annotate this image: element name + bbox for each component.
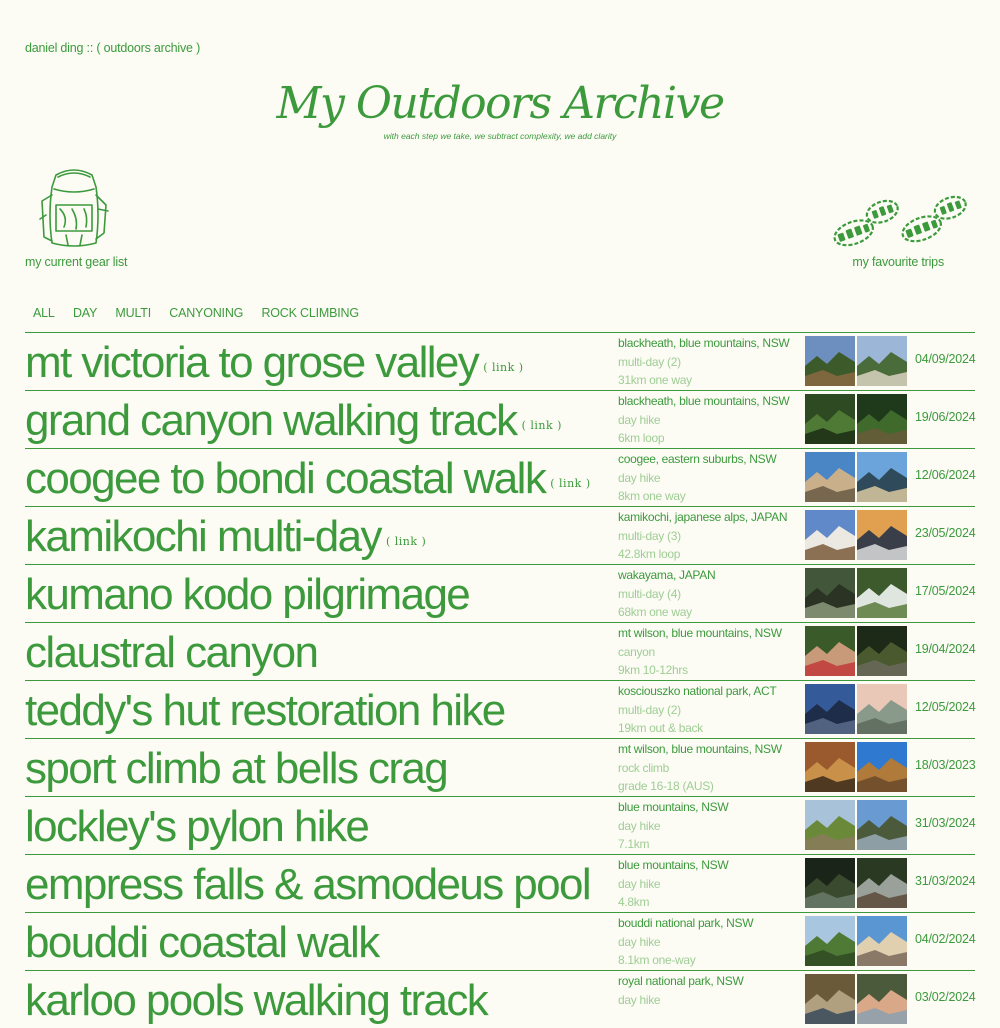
trip-date: 12/06/2024 [915,468,976,482]
trip-photo-beach-driftwood[interactable] [857,916,907,966]
trip-row[interactable] [25,332,975,389]
page-subtitle: with each step we take, we subtract complexity, we add clarity [383,131,617,141]
trip-location: kosciouszko national park, ACT [618,684,777,698]
filter-multi[interactable]: MULTI [115,306,151,320]
filter-all[interactable]: ALL [33,306,55,320]
trip-location: royal national park, NSW [618,974,744,988]
favourite-trips-link[interactable]: my favourite trips [852,255,944,269]
trip-name-text[interactable]: empress falls & asmodeus pool [25,860,591,909]
site-label[interactable]: daniel ding :: ( outdoors archive ) [25,41,201,55]
trip-photo-swimmer[interactable] [857,974,907,1024]
backpack-icon[interactable] [38,165,110,251]
trip-link[interactable]: ( link ) [550,477,591,490]
trip-photo-rainforest-stairs[interactable] [857,394,907,444]
trip-photo-rock-face[interactable] [805,742,855,792]
trip-link[interactable]: ( link ) [483,361,524,374]
trip-name-text[interactable]: lockley's pylon hike [25,802,369,851]
trip-date: 12/05/2024 [915,700,976,714]
trip-name-text[interactable]: kamikochi multi-day [25,512,381,561]
trip-distance: 42.8km loop [618,547,681,561]
trip-row[interactable] [25,912,975,969]
trip-row[interactable] [25,738,975,795]
trip-photo-beach-cliffs[interactable] [857,452,907,502]
trip-meta [618,682,776,738]
trip-type: day hike [618,470,661,485]
trip-meta [618,450,776,506]
trip-photo-cliff-lookout[interactable] [857,336,907,386]
trip-type: multi-day (4) [618,586,681,601]
trip-location: coogee, eastern suburbs, NSW [618,452,777,466]
trip-name-text[interactable]: teddy's hut restoration hike [25,686,505,735]
trip-photo-rainforest[interactable] [805,394,855,444]
trip-meta [618,624,782,680]
trip-photo-snow-hikers[interactable] [805,510,855,560]
trip-date: 23/05/2024 [915,526,976,540]
gear-list-link[interactable]: my current gear list [25,255,128,269]
trip-distance: 4.8km [618,895,650,909]
trip-row[interactable] [25,390,975,447]
trip-photo-heath-trail[interactable] [805,800,855,850]
trip-meta [618,856,728,912]
trip-photo-cedar-forest[interactable] [805,568,855,618]
trip-distance: 9km 10-12hrs [618,663,688,677]
trip-name-text[interactable]: sport climb at bells crag [25,744,448,793]
trip-date: 19/04/2024 [915,642,976,656]
trip-location: blackheath, blue mountains, NSW [618,336,790,350]
trip-date: 03/02/2024 [915,990,976,1004]
trip-date: 19/06/2024 [915,410,976,424]
trip-type: day hike [618,818,661,833]
trip-link[interactable]: ( link ) [521,419,562,432]
trip-photo-coastal-bush[interactable] [805,916,855,966]
trip-photo-group-selfie[interactable] [805,626,855,676]
trip-date: 17/05/2024 [915,584,976,598]
trip-name-text[interactable]: kumano kodo pilgrimage [25,570,470,619]
trip-name[interactable] [25,569,469,621]
trip-type: day hike [618,992,661,1007]
page-title: My Outdoors Archive [276,78,724,129]
trip-row[interactable] [25,622,975,679]
trip-distance: 7.1km [618,837,650,851]
filter-canyoning[interactable]: CANYONING [169,306,244,320]
trip-distance: 68km one way [618,605,692,619]
trip-meta [618,914,753,970]
trip-photo-coastline-rocks[interactable] [805,452,855,502]
trip-distance: 31km one way [618,373,692,387]
trip-meta [618,740,782,796]
trip-location: mt wilson, blue mountains, NSW [618,742,782,756]
trip-date: 31/03/2024 [915,874,976,888]
trip-name[interactable] [25,801,368,853]
trip-type: rock climb [618,760,670,775]
trip-row[interactable] [25,506,975,563]
trip-meta [618,566,715,622]
trip-location: blue mountains, NSW [618,800,729,814]
trip-type: canyon [618,644,655,659]
trip-photo-dark-pool[interactable] [805,858,855,908]
trip-type: day hike [618,412,661,427]
trip-name[interactable] [25,917,379,969]
trip-distance: 8km one way [618,489,686,503]
trip-location: bouddi national park, NSW [618,916,754,930]
filter-bar [33,306,374,320]
trip-distance: 6km loop [618,431,665,445]
trip-row[interactable] [25,680,975,737]
trip-type: multi-day (2) [618,702,681,717]
trip-photo-overhang-climb[interactable] [857,742,907,792]
trip-date: 18/03/2023 [915,758,976,772]
trip-distance: 19km out & back [618,721,703,735]
trip-name[interactable] [25,685,505,737]
trip-photo-waterfall[interactable] [857,568,907,618]
trip-meta [618,972,744,1009]
trip-location: mt wilson, blue mountains, NSW [618,626,782,640]
trip-row[interactable] [25,564,975,621]
trip-photo-rock-pools[interactable] [805,974,855,1024]
trip-meta [618,508,787,564]
trip-name-text[interactable]: coogee to bondi coastal walk [25,454,546,503]
trip-photo-canyon-walls[interactable] [857,626,907,676]
trip-photo-valley-view[interactable] [857,800,907,850]
trip-location: blue mountains, NSW [618,858,729,872]
trip-name-text[interactable]: grand canyon walking track [25,396,517,445]
trip-type: day hike [618,934,661,949]
trip-row[interactable] [25,970,975,1027]
trip-meta [618,392,789,448]
trip-date: 31/03/2024 [915,816,976,830]
trip-type: multi-day (3) [618,528,681,543]
trip-name-text[interactable]: claustral canyon [25,628,318,677]
trip-name[interactable] [25,975,487,1027]
trip-photo-sunset-tent[interactable] [857,684,907,734]
trip-row[interactable] [25,796,975,853]
trip-distance: 8.1km one-way [618,953,696,967]
trip-row[interactable] [25,448,975,505]
trip-type: day hike [618,876,661,891]
trip-location: kamikochi, japanese alps, JAPAN [618,510,788,524]
trip-location: wakayama, JAPAN [618,568,716,582]
trip-distance: grade 16-18 (AUS) [618,779,714,793]
boot-prints-icon[interactable] [828,195,974,249]
trip-location: blackheath, blue mountains, NSW [618,394,790,408]
trip-row[interactable] [25,854,975,911]
trip-type: multi-day (2) [618,354,681,369]
trip-name[interactable] [25,627,317,679]
trip-date: 04/09/2024 [915,352,976,366]
trip-list [25,332,975,1028]
trip-name-text[interactable]: mt victoria to grose valley [25,338,479,387]
trip-name[interactable] [25,859,590,911]
trip-name-text[interactable]: karloo pools walking track [25,976,488,1025]
trip-photo-mountain-landscape[interactable] [805,336,855,386]
trip-photo-blue-dusk-hill[interactable] [805,684,855,734]
filter-rock-climbing[interactable]: ROCK CLIMBING [261,306,359,320]
trip-name-text[interactable]: bouddi coastal walk [25,918,379,967]
trip-link[interactable]: ( link ) [385,535,427,548]
trip-name[interactable] [25,743,447,795]
trip-meta [618,798,728,854]
trip-photo-alpine-peaks[interactable] [857,510,907,560]
trip-meta [618,334,789,390]
filter-day[interactable]: DAY [72,306,98,320]
trip-photo-falls-rocks[interactable] [857,858,907,908]
trip-date: 04/02/2024 [915,932,976,946]
